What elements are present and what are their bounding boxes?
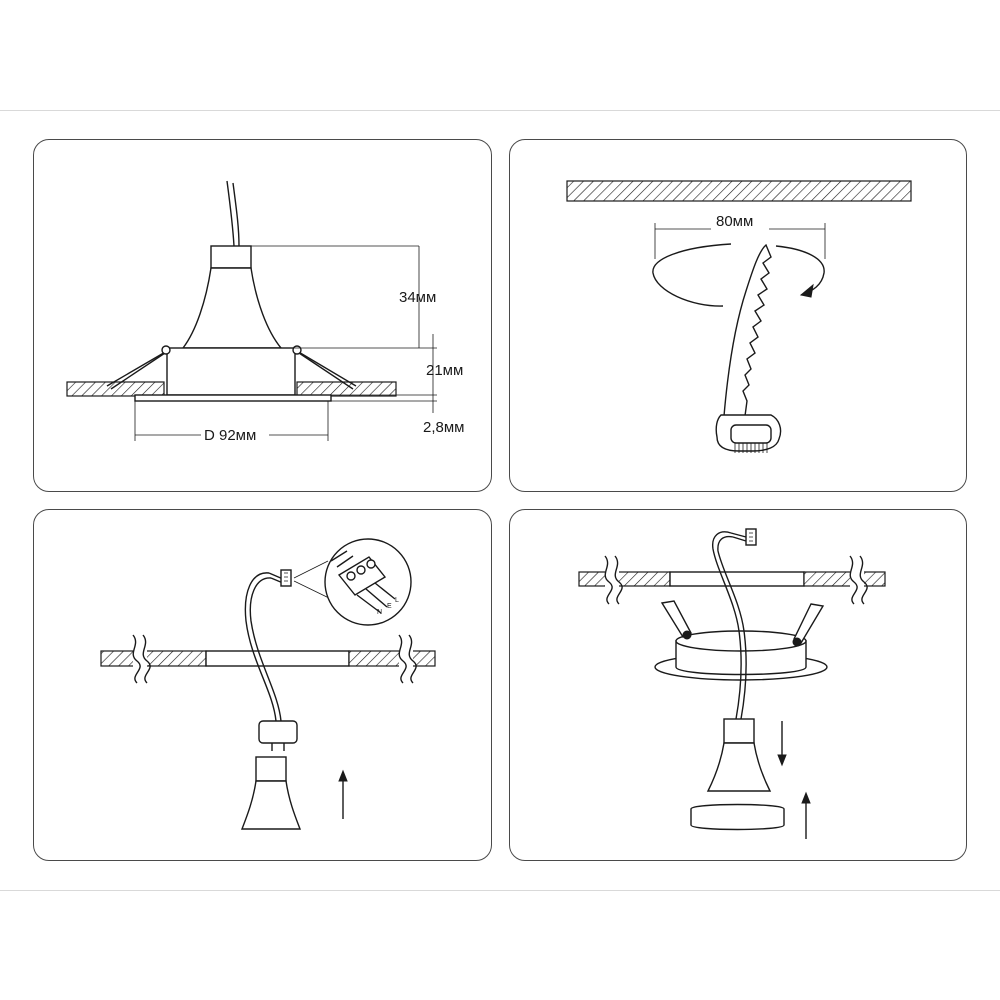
panel-mounting — [509, 509, 967, 861]
dim-34mm: 34мм — [399, 289, 437, 306]
wiring-diagram — [34, 510, 492, 861]
spring-clip-left — [107, 351, 167, 386]
lamp-reflector — [183, 268, 281, 348]
ceiling-left — [67, 382, 164, 396]
cutout-diagram — [510, 140, 967, 492]
ceiling-left — [579, 572, 670, 586]
rotation-arc-right — [776, 246, 824, 295]
terminal-block — [281, 570, 291, 586]
dimensions-diagram — [34, 140, 492, 492]
rotation-arc-left — [653, 244, 731, 306]
ceiling-right — [804, 572, 885, 586]
fixture-flange — [135, 395, 331, 401]
lamp-base — [724, 719, 754, 743]
saw-grip — [731, 425, 771, 443]
dim-2-8mm: 2,8мм — [423, 419, 465, 436]
saw-blade — [724, 245, 771, 416]
ceiling-left — [101, 651, 206, 666]
top-divider — [0, 110, 1000, 111]
dim-80mm: 80мм — [716, 213, 754, 230]
lamp-cap — [211, 246, 251, 268]
ceiling-right — [349, 651, 435, 666]
supply-wire — [245, 573, 276, 721]
panel-dimensions — [33, 139, 492, 492]
spring-clip-right — [794, 604, 823, 643]
dim-21mm: 21мм — [426, 362, 464, 379]
mounting-diagram — [510, 510, 967, 861]
wire-label-e: E — [387, 603, 392, 610]
panel-cutout — [509, 139, 967, 492]
lamp-socket — [259, 721, 297, 743]
ceiling-opening — [670, 572, 804, 586]
panel-wiring — [33, 509, 492, 861]
wire-label-n: N — [377, 609, 383, 616]
ceiling-board — [567, 181, 911, 201]
retaining-ring — [691, 805, 784, 830]
lamp-base — [256, 757, 286, 781]
lamp-bulb — [708, 743, 770, 791]
spring-clip-right — [297, 351, 356, 386]
ceiling-opening — [206, 651, 349, 666]
lamp-bulb — [242, 781, 300, 829]
bottom-divider — [0, 890, 1000, 891]
wire-label-l: L — [395, 597, 399, 604]
supply-wire — [713, 532, 741, 719]
fixture-body — [167, 348, 295, 395]
dim-d92mm: D 92мм — [204, 427, 257, 444]
cable — [227, 181, 234, 246]
rotation-arrowhead — [801, 285, 813, 297]
